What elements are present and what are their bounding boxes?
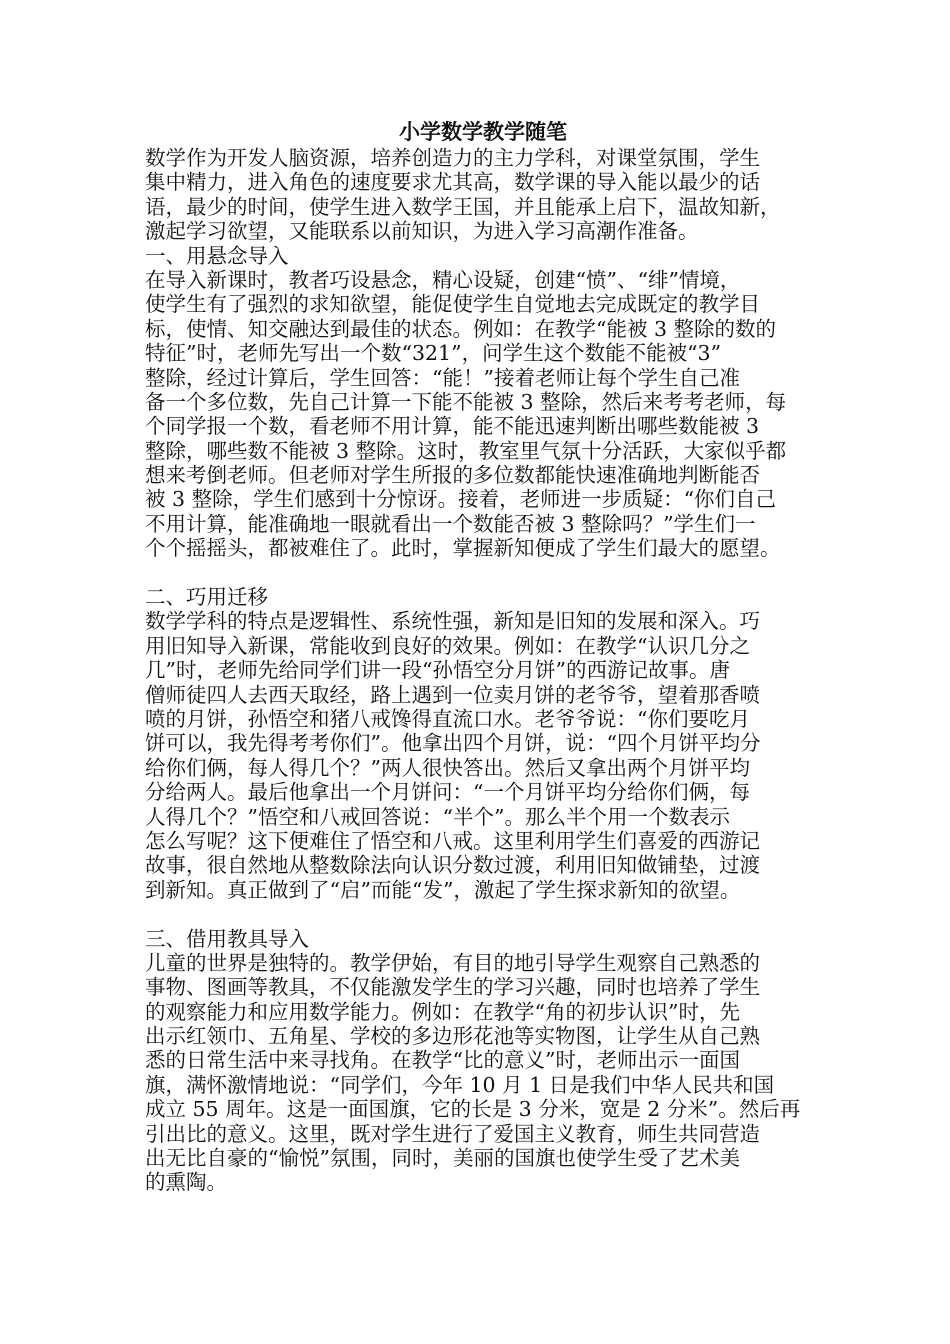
paragraph-line: 饼可以，我先得考考你们”。他拿出四个月饼，说：“四个月饼平均分: [145, 731, 761, 756]
paragraph-line: 在导入新课时，教者巧设悬念，精心设疑，创建“愤”、“绯”情境，: [145, 267, 741, 292]
paragraph-line: 个同学报一个数，看老师不用计算，能不能迅速判断出哪些数能被 3: [145, 414, 760, 439]
paragraph-line: 的熏陶。: [145, 1170, 227, 1195]
paragraph-line: 旗，满怀激情地说：“同学们，今年 10 月 1 日是我们中华人民共和国: [145, 1072, 775, 1097]
section-heading: 三、借用教具导入: [145, 926, 309, 951]
section-transfer: [145, 585, 821, 902]
document-page: [145, 118, 821, 1195]
paragraph-line: 激起学习欲望，又能联系以前知识，为进入学习高潮作准备。: [145, 219, 699, 244]
paragraph-line: 人得几个？”悟空和八戒回答说：“半个”。那么半个用一个数表示: [145, 804, 730, 829]
paragraph-line: 语，最少的时间，使学生进入数学王国，并且能承上启下，温故知新，: [145, 194, 781, 219]
section-heading: 二、巧用迁移: [145, 585, 268, 610]
section-heading: 一、用悬念导入: [145, 243, 289, 268]
paragraph-line: 成立 55 周年。这是一面国旗，它的长是 3 分米，宽是 2 分米”。然后再: [145, 1097, 801, 1122]
paragraph-line: 集中精力，进入角色的速度要求尤其高，数学课的导入能以最少的话: [145, 170, 760, 195]
paragraph-line: 数学作为开发人脑资源，培养创造力的主力学科，对课堂氛围，学生: [145, 146, 760, 170]
blank-line: [145, 561, 821, 585]
paragraph-line: 僧师徒四人去西天取经，路上遇到一位卖月饼的老爷爷，望着那香喷: [145, 682, 760, 707]
section-teaching-aids: [145, 927, 821, 1195]
paragraph-line: 几”时，老师先给同学们讲一段“孙悟空分月饼”的西游记故事。唐: [145, 658, 730, 683]
document-title: 小学数学教学随笔: [399, 119, 567, 144]
paragraph-line: 出示红领巾、五角星、学校的多边形花池等实物图，让学生从自己熟: [145, 1024, 760, 1049]
paragraph-line: 分给两人。最后他拿出一个月饼问：“一个月饼平均分给你们俩，每: [145, 780, 750, 805]
paragraph-line: 被 3 整除，学生们感到十分惊讶。接着，老师进一步质疑：“你们自己: [145, 487, 777, 512]
paragraph-line: 到新知。真正做到了“启”而能“发”，激起了学生探求新知的欲望。: [145, 877, 741, 902]
paragraph-line: 标，使情、知交融达到最佳的状态。例如：在教学“能被 3 整除的数的: [145, 316, 777, 341]
paragraph-line: 特征”时，老师先写出一个数“321”，问学生这个数能不能被“3”: [145, 341, 722, 366]
paragraph-line: 的观察能力和应用数学能力。例如：在教学“角的初步认识”时，先: [145, 999, 740, 1024]
paragraph-line: 用旧知导入新课，常能收到良好的效果。例如：在教学“认识几分之: [145, 633, 750, 658]
paragraph-line: 怎么写呢？这下便难住了悟空和八戒。这里利用学生们喜爱的西游记: [145, 828, 760, 853]
blank-line: [145, 902, 821, 926]
paragraph-line: 儿童的世界是独特的。教学伊始，有目的地引导学生观察自己熟悉的: [145, 950, 760, 975]
paragraph-line: 整除，哪些数不能被 3 整除。这时，教室里气氛十分活跃，大家似乎都: [145, 438, 787, 463]
paragraph-line: 数学学科的特点是逻辑性、系统性强，新知是旧知的发展和深入。巧: [145, 609, 760, 634]
paragraph-line: 喷的月饼，孙悟空和猪八戒馋得直流口水。老爷爷说：“你们要吃月: [145, 706, 750, 731]
paragraph-line: 出无比自豪的“愉悦”氛围，同时，美丽的国旗也使学生受了艺术美: [145, 1146, 740, 1171]
paragraph-line: 整除，经过计算后，学生回答：“能！”接着老师让每个学生自己准: [145, 365, 740, 390]
paragraph-line: 给你们俩，每人得几个？”两人很快答出。然后又拿出两个月饼平均: [145, 755, 750, 780]
paragraph-line: 使学生有了强烈的求知欲望，能促使学生自觉地去完成既定的教学目: [145, 292, 760, 317]
paragraph-line: 悉的日常生活中来寻找角。在教学“比的意义”时，老师出示一面国: [145, 1048, 740, 1073]
section-suspense: [145, 244, 821, 561]
paragraph-line: 不用计算，能准确地一眼就看出一个数能否被 3 整除吗？”学生们一: [145, 511, 756, 536]
paragraph-line: 引出比的意义。这里，既对学生进行了爱国主义教育，师生共同营造: [145, 1121, 760, 1146]
paragraph-line: 个个摇摇头，都被难住了。此时，掌握新知便成了学生们最大的愿望。: [145, 536, 781, 561]
paragraph-line: 事物、图画等教具，不仅能激发学生的学习兴趣，同时也培养了学生: [145, 975, 760, 1000]
paragraph-line: 故事，很自然地从整数除法向认识分数过渡，利用旧知做铺垫，过渡: [145, 853, 760, 878]
paragraph-line: 备一个多位数，先自己计算一下能不能被 3 整除，然后来考考老师，每: [145, 389, 787, 414]
paragraph-line: 想来考倒老师。但老师对学生所报的多位数都能快速准确地判断能否: [145, 463, 760, 488]
intro-paragraph: [145, 146, 821, 244]
